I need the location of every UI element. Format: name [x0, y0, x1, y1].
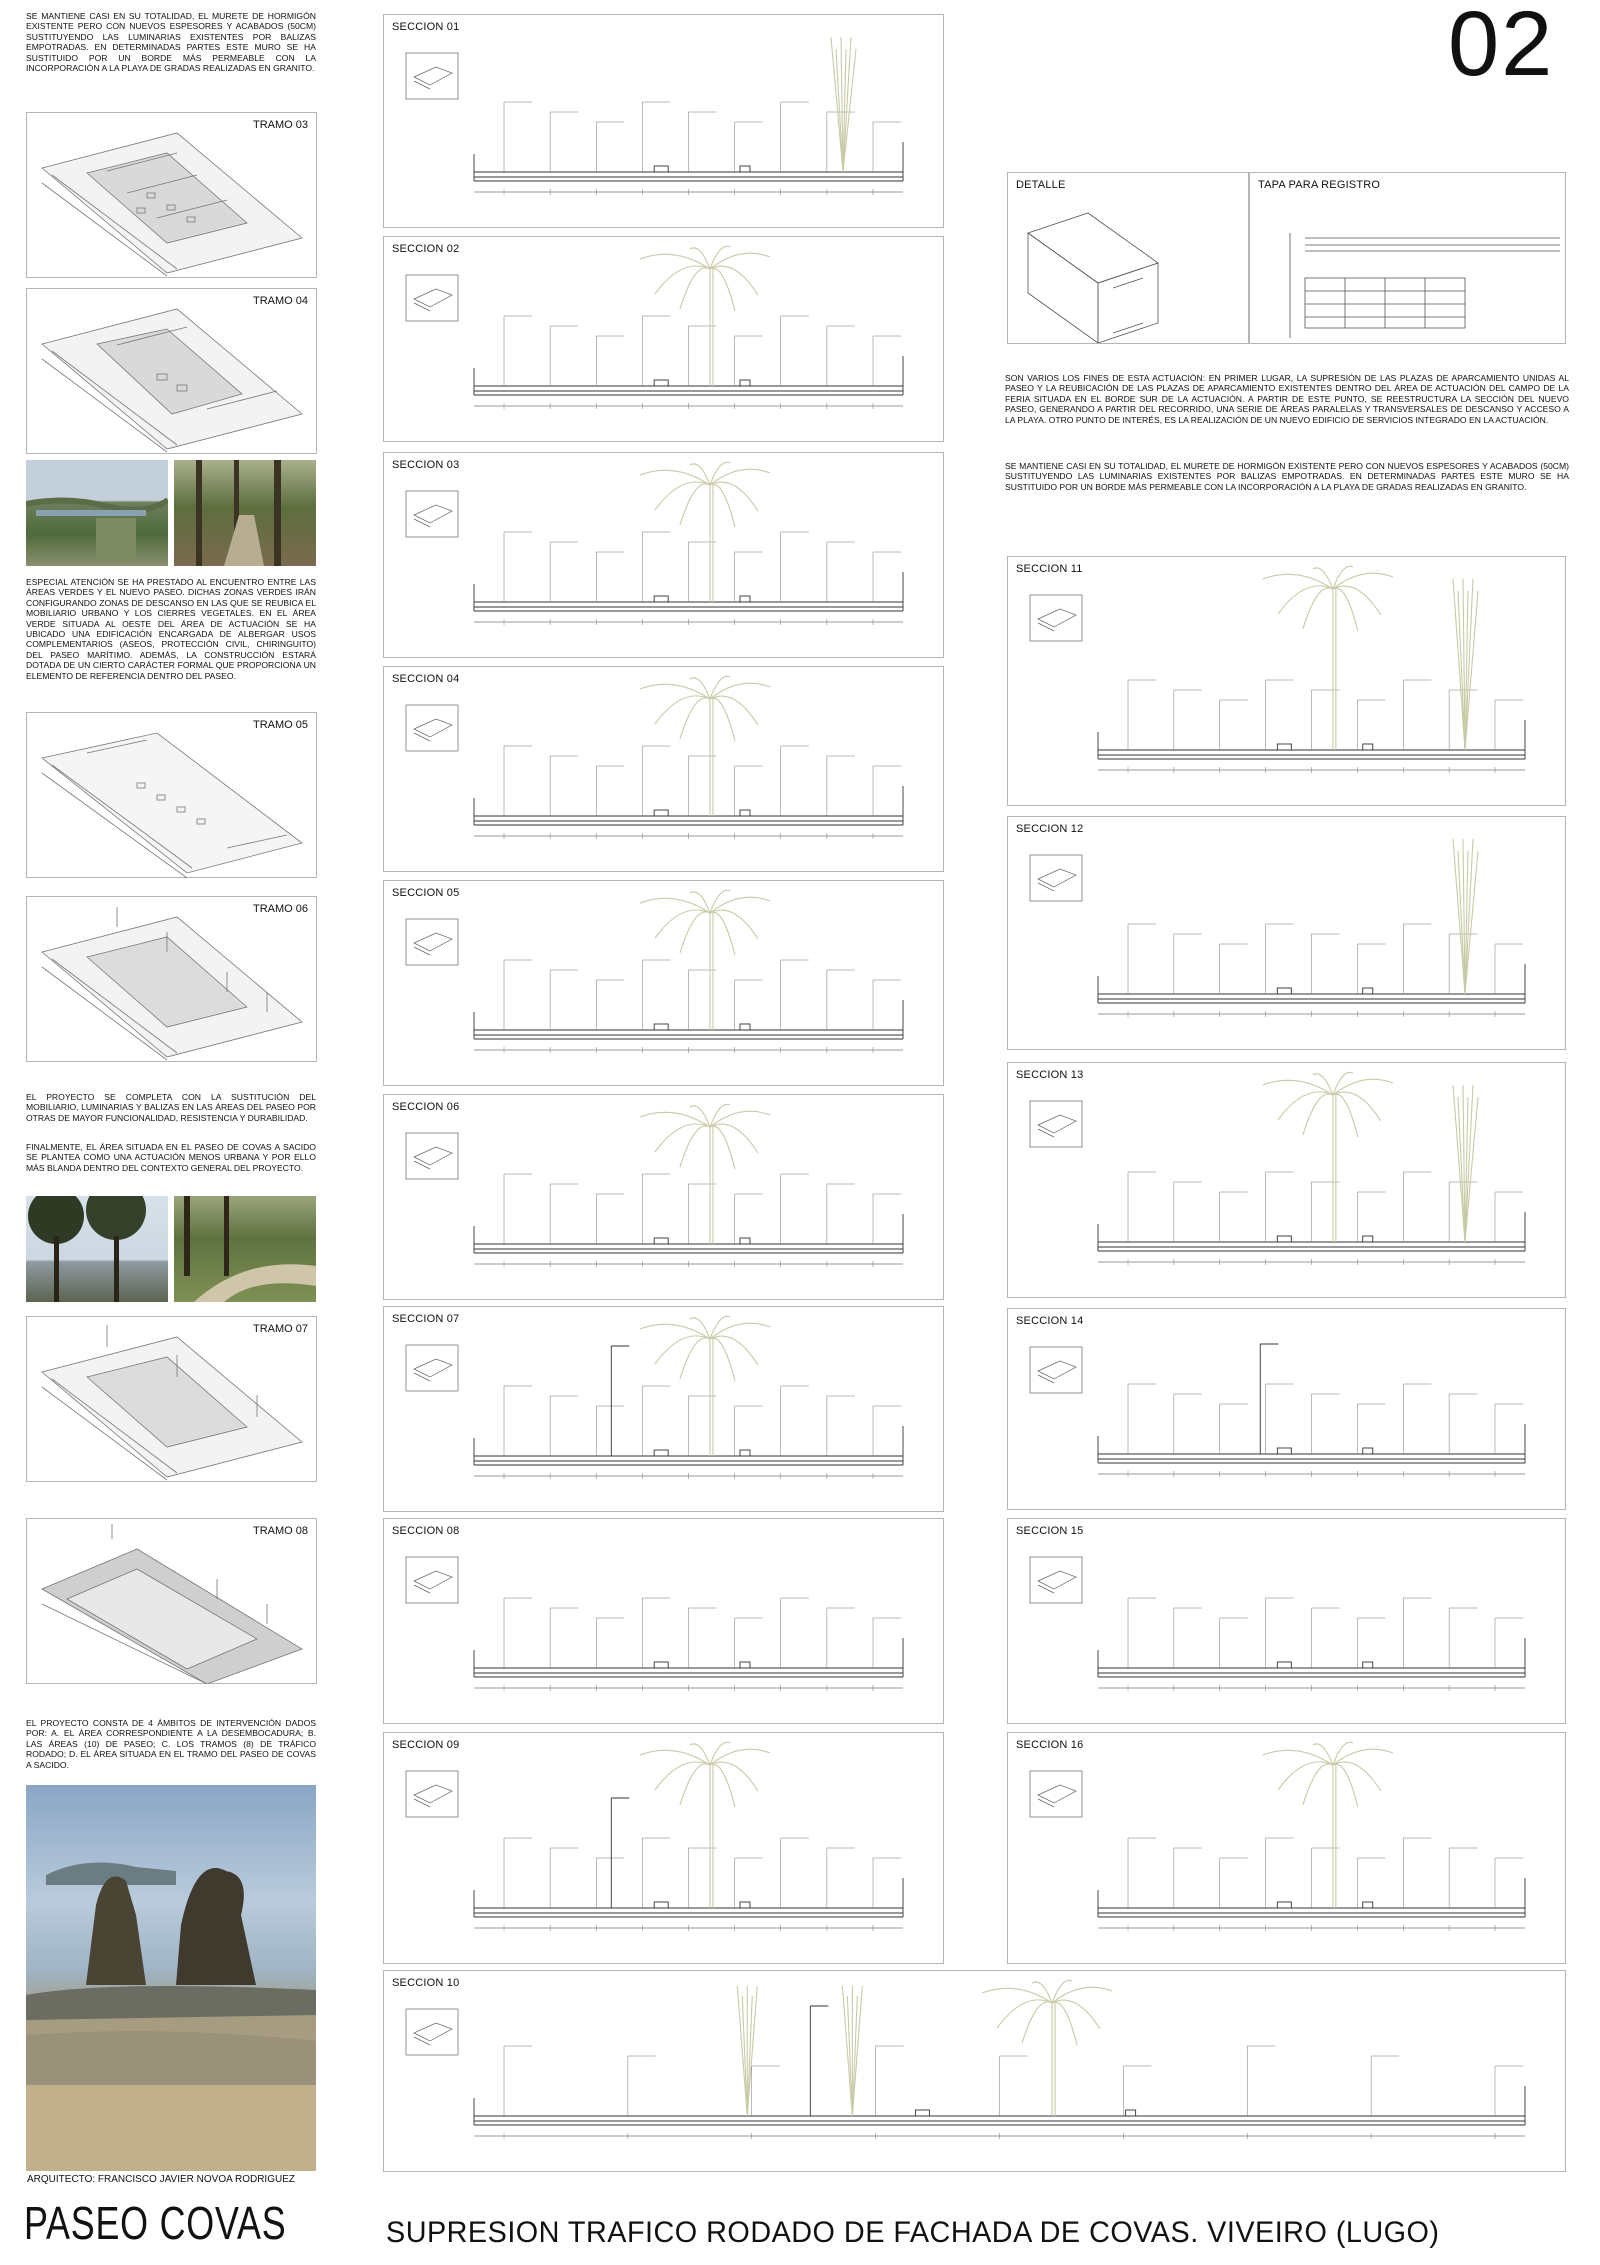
tramo-title: TRAMO 07 — [252, 1323, 308, 1335]
section-panel — [383, 1518, 944, 1724]
section-title: SECCION 03 — [392, 459, 460, 471]
section-title: SECCION 15 — [1016, 1525, 1084, 1537]
detail-drawing — [1008, 173, 1248, 343]
section-drawing — [1008, 557, 1565, 805]
section-title: SECCION 12 — [1016, 823, 1084, 835]
tramo-title: TRAMO 03 — [252, 119, 308, 131]
section-title: SECCION 10 — [392, 1977, 460, 1989]
photo-coastal-trees — [26, 1196, 168, 1302]
detail-title: TAPA PARA REGISTRO — [1258, 179, 1381, 191]
section-panel — [1007, 1308, 1566, 1510]
detail-panel — [1007, 172, 1249, 344]
sheet-number: 02 — [1448, 0, 1555, 95]
tramo-panel — [26, 896, 317, 1062]
section-drawing — [384, 453, 943, 657]
tramo-panel — [26, 1316, 317, 1482]
tramo-panel — [26, 112, 317, 278]
section-drawing — [384, 1971, 1565, 2171]
section-title: SECCION 05 — [392, 887, 460, 899]
detail-title: DETALLE — [1016, 179, 1066, 191]
architect-credit: ARQUITECTO: FRANCISCO JAVIER NOVOA RODRIGUEZ — [27, 2174, 295, 2185]
scopes-paragraph: EL PROYECTO CONSTA DE 4 ÁMBITOS DE INTERVENCIÓN DADOS POR: A. EL ÁREA CORRESPONDIENTE A LA DESEMBOCADURA; B. LAS ÁREAS (10) DE PASEO; C. LOS TRAMOS (8) DE TRÁFICO RODADO; D. EL ÁREA SITUADA EN EL TRAMO DEL PASEO DE COVAS A SACIDO. — [26, 1718, 316, 1770]
project-title: PASEO COVAS — [24, 2197, 287, 2249]
section-drawing — [1008, 1733, 1565, 1963]
wall-paragraph: SE MANTIENE CASI EN SU TOTALIDAD, EL MURETE DE HORMIGÓN EXISTENTE PERO CON NUEVOS ESPESORES Y ACABADOS (50CM) SUSTITUYENDO LAS LUMINARIAS EXISTENTES POR BALIZAS EMPOTRADAS. EN DETERMINADAS PARTES ESTE MURO SE HA SUSTITUIDO POR UN BORDE MÁS PERMEABLE CON LA INCORPORACIÓN A LA PLAYA DE GRADAS REALIZADAS EN GRANITO. — [1005, 461, 1569, 492]
section-title: SECCION 02 — [392, 243, 460, 255]
section-title: SECCION 08 — [392, 1525, 460, 1537]
tramo-panel — [26, 1518, 317, 1684]
section-panel — [383, 666, 944, 872]
section-panel — [1007, 1062, 1566, 1298]
section-drawing — [1008, 817, 1565, 1049]
tramo-title: TRAMO 04 — [252, 295, 308, 307]
axonometric-drawing — [27, 1317, 317, 1482]
section-drawing — [384, 667, 943, 871]
section-panel — [383, 1306, 944, 1512]
section-title: SECCION 11 — [1016, 563, 1083, 575]
footer-title: SUPRESION TRAFICO RODADO DE FACHADA DE COVAS. VIVEIRO (LUGO) — [386, 2216, 1440, 2249]
photo-estuary — [26, 460, 168, 566]
section-drawing — [384, 237, 943, 441]
section-title: SECCION 09 — [392, 1739, 460, 1751]
section-panel — [1007, 1518, 1566, 1724]
section-drawing — [384, 15, 943, 227]
tramo-title: TRAMO 06 — [252, 903, 308, 915]
axonometric-drawing — [27, 289, 317, 454]
tramo-panel — [26, 712, 317, 878]
section-title: SECCION 06 — [392, 1101, 460, 1113]
axonometric-drawing — [27, 1519, 317, 1684]
section-drawing — [384, 881, 943, 1085]
section-title: SECCION 01 — [392, 21, 460, 33]
photo-beach-rocks — [26, 1785, 316, 2171]
completion-paragraph: EL PROYECTO SE COMPLETA CON LA SUSTITUCIÓN DEL MOBILIARIO, LUMINARIAS Y BALIZAS EN LAS ÁREAS DEL PASEO POR OTRAS DE MAYOR FUNCIONALIDAD, RESISTENCIA Y DURABILIDAD. — [26, 1092, 316, 1123]
tramo-panel — [26, 288, 317, 454]
section-panel — [1007, 816, 1566, 1050]
section-panel — [383, 14, 944, 228]
section-title: SECCION 14 — [1016, 1315, 1084, 1327]
section-panel — [383, 1732, 944, 1964]
section-title: SECCION 07 — [392, 1313, 460, 1325]
axonometric-drawing — [27, 113, 317, 278]
tramo-title: TRAMO 05 — [252, 719, 308, 731]
section-drawing — [1008, 1063, 1565, 1297]
section-title: SECCION 04 — [392, 673, 460, 685]
detail-drawing — [1250, 173, 1565, 343]
section-drawing — [384, 1733, 943, 1963]
intro-paragraph: SE MANTIENE CASI EN SU TOTALIDAD, EL MURETE DE HORMIGÓN EXISTENTE PERO CON NUEVOS ESPESORES Y ACABADOS (50CM) SUSTITUYENDO LAS LUMINARIAS EXISTENTES POR BALIZAS EMPOTRADAS. EN DETERMINADAS PARTES ESTE MURO SE HA SUSTITUIDO POR UN BORDE MÁS PERMEABLE CON LA INCORPORACIÓN A LA PLAYA DE GRADAS REALIZADAS EN GRANITO. — [26, 11, 316, 74]
section-panel — [383, 236, 944, 442]
section-panel — [1007, 556, 1566, 806]
section-drawing — [384, 1095, 943, 1299]
green-areas-paragraph: ESPECIAL ATENCIÓN SE HA PRESTADO AL ENCUENTRO ENTRE LAS ÁREAS VERDES Y EL NUEVO PASEO. DICHAS ZONAS VERDES IRÁN CONFIGURANDO ZONAS DE DESCANSO EN LAS QUE SE REUBICA EL MOBILIARIO URBANO Y LOS CIERRES VEGETALES. EN EL ÁREA VERDE SITUADA AL OESTE DEL ÁREA DE ACTUACIÓN SE HA UBICADO UNA EDIFICACIÓN ENCARGADA DE ALBERGAR USOS COMPLEMENTARIOS (ASEOS, PROTECCIÓN CIVIL, CHIRINGUITO) DEL PASEO MARÍTIMO. ADEMÁS, LA CONSTRUCCIÓN ESTARÁ DOTADA DE UN CIERTO CARÁCTER FORMAL QUE PROPORCIONA UN ELEMENTO DE REFERENCIA DENTRO DEL PASEO. — [26, 577, 316, 681]
axonometric-drawing — [27, 713, 317, 878]
tramo-title: TRAMO 08 — [252, 1525, 308, 1537]
section-panel — [383, 1970, 1566, 2172]
section-title: SECCION 13 — [1016, 1069, 1084, 1081]
section-panel — [383, 880, 944, 1086]
photo-park-path — [174, 1196, 316, 1302]
section-drawing — [384, 1307, 943, 1511]
section-drawing — [1008, 1519, 1565, 1723]
detail-panel — [1249, 172, 1566, 344]
section-panel — [1007, 1732, 1566, 1964]
section-drawing — [1008, 1309, 1565, 1509]
section-panel — [383, 1094, 944, 1300]
section-drawing — [384, 1519, 943, 1723]
photo-forest-path — [174, 460, 316, 566]
goals-paragraph: SON VARIOS LOS FINES DE ESTA ACTUACIÓN: EN PRIMER LUGAR, LA SUPRESIÓN DE LAS PLAZAS DE APARCAMIENTO UNIDAS AL PASEO Y LA REUBICACIÓN DE LAS PLAZAS DE APARCAMIENTO EXISTENTES DENTRO DEL ÁREA DE ACTUACIÓN DEL CAMPO DE LA FERIA SITUADA EN EL BORDE SUR DE LA ACTUACIÓN. A PARTIR DE ESTE PUNTO, SE REESTRUCTURA LA SECCIÓN DEL NUEVO PASEO, GENERANDO A PARTIR DEL RECORRIDO, UNA SERIE DE ÁREAS PARALELAS Y TRANSVERSALES DE DESCANSO Y ACCESO A LA PLAYA. OTRO PUNTO DE INTERÉS, ES LA REALIZACIÓN DE UN NUEVO EDIFICIO DE SERVICIOS INTEGRADO EN LA ACTUACIÓN. — [1005, 373, 1569, 425]
section-panel — [383, 452, 944, 658]
section-title: SECCION 16 — [1016, 1739, 1084, 1751]
finally-paragraph: FINALMENTE, EL ÁREA SITUADA EN EL PASEO DE COVAS A SACIDO SE PLANTEA COMO UNA ACTUACIÓN MENOS URBANA Y POR ELLO MÁS BLANDA DENTRO DEL CONTEXTO GENERAL DEL PROYECTO. — [26, 1142, 316, 1173]
axonometric-drawing — [27, 897, 317, 1062]
